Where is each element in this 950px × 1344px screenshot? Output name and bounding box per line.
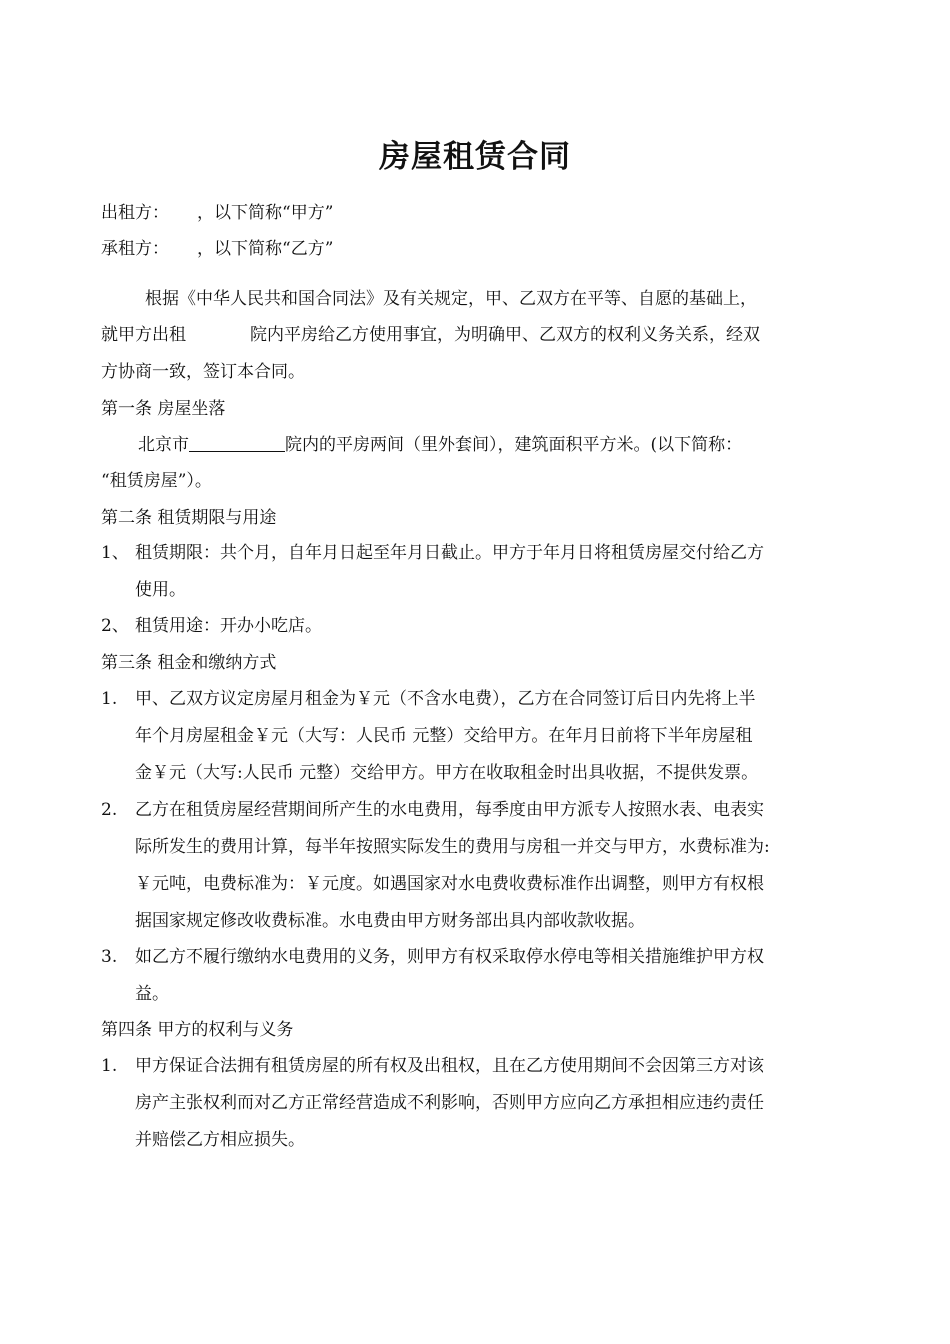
lessee-line <box>101 238 333 260</box>
article-2-item-1-line-1: 租赁期限：共个月，自年月日起至年月日截止。甲方于年月日将租赁房屋交付给乙方 <box>135 543 764 563</box>
article-3-heading: 第三条 租金和缴纳方式 <box>101 653 277 673</box>
article-1-line-2: “租赁房屋”）。 <box>101 471 212 491</box>
article-3-item-3-number: 3. <box>101 947 118 967</box>
article-3-item-1-line-2: 年个月房屋租金￥元（大写：人民币 元整）交给甲方。在年月日前将下半年房屋租 <box>135 726 753 746</box>
lessor-label: 出租方： <box>101 203 169 223</box>
intro-line-2-start: 就甲方出租 <box>101 325 186 345</box>
article-3-item-2-line-4: 据国家规定修改收费标准。水电费由甲方财务部出具内部收款收据。 <box>135 911 645 931</box>
lessor-suffix: ，以下简称“甲方” <box>197 203 334 223</box>
article-4-item-1-line-1: 甲方保证合法拥有租赁房屋的所有权及出租权，且在乙方使用期间不会因第三方对该 <box>135 1056 764 1076</box>
article-1-heading: 第一条 房屋坐落 <box>101 399 226 419</box>
article-1-desc: 院内的平房两间（里外套间），建筑面积平方米。(以下简称： <box>285 435 743 455</box>
article-3-item-2-line-2: 际所发生的费用计算，每半年按照实际发生的费用与房租一并交与甲方，水费标准为: <box>135 837 770 857</box>
lessee-label: 承租方： <box>101 239 169 259</box>
article-3-item-3-line-2: 益。 <box>135 984 169 1004</box>
address-blank <box>189 433 285 452</box>
article-4-item-1-number: 1. <box>101 1056 118 1076</box>
article-3-item-2-line-1: 乙方在租赁房屋经营期间所产生的水电费用，每季度由甲方派专人按照水表、电表实 <box>135 800 764 820</box>
intro-line-2 <box>101 324 760 346</box>
article-2-heading: 第二条 租赁期限与用途 <box>101 508 277 528</box>
intro-line-2-end: 院内平房给乙方使用事宜，为明确甲、乙双方的权利义务关系，经双 <box>250 325 760 345</box>
intro-line-3: 方协商一致，签订本合同。 <box>101 362 305 382</box>
article-3-item-2-line-3: ￥元吨，电费标准为：￥元度。如遇国家对水电费收费标准作出调整，则甲方有权根 <box>135 874 764 894</box>
intro-line-1: 根据《中华人民共和国合同法》及有关规定，甲、乙双方在平等、自愿的基础上， <box>145 289 757 309</box>
article-3-item-3-line-1: 如乙方不履行缴纳水电费用的义务，则甲方有权采取停水停电等相关措施维护甲方权 <box>135 947 764 967</box>
article-4-item-1-line-3: 并赔偿乙方相应损失。 <box>135 1130 305 1150</box>
article-2-item-1-line-2: 使用。 <box>135 580 186 600</box>
lessor-line <box>101 202 333 224</box>
article-2-item-1-number: 1、 <box>101 543 129 563</box>
article-3-item-1-line-3: 金￥元（大写:人民币 元整）交给甲方。甲方在收取租金时出具收据，不提供发票。 <box>135 763 759 783</box>
article-2-item-2-number: 2、 <box>101 616 129 636</box>
lessee-suffix: ，以下简称“乙方” <box>197 239 334 259</box>
article-3-item-1-number: 1. <box>101 689 118 709</box>
article-3-item-1-line-1: 甲、乙双方议定房屋月租金为￥元（不含水电费），乙方在合同签订后日内先将上半 <box>135 689 756 709</box>
article-4-item-1-line-2: 房产主张权利而对乙方正常经营造成不利影响，否则甲方应向乙方承担相应违约责任 <box>135 1093 764 1113</box>
article-2-item-2-line-1: 租赁用途：开办小吃店。 <box>135 616 322 636</box>
article-4-heading: 第四条 甲方的权利与义务 <box>101 1020 294 1040</box>
page-title: 房屋租赁合同 <box>379 139 571 175</box>
article-1-city: 北京市 <box>138 435 189 455</box>
article-3-item-2-number: 2. <box>101 800 118 820</box>
article-1-line-1 <box>138 433 742 456</box>
